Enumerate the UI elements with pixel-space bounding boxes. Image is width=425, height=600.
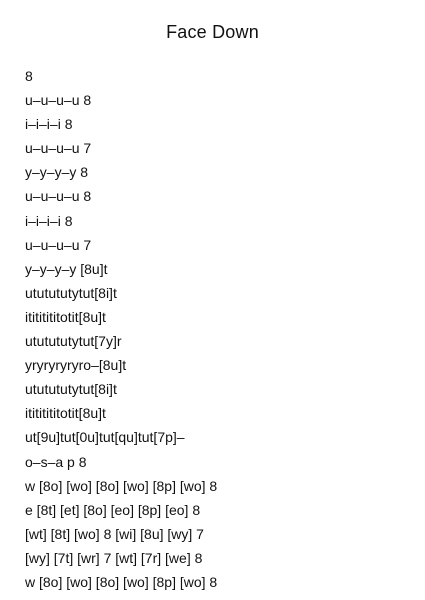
- notation-line: u–u–u–u 7: [25, 236, 92, 253]
- notation-line: o–s–a p 8: [25, 453, 87, 470]
- notation-line: [wy] [7t] [wr] 7 [wt] [7r] [we] 8: [25, 549, 203, 566]
- notation-lines: [25, 64, 415, 594]
- notation-line: ututututytut[7y]r: [25, 333, 122, 350]
- notation-line: w [8o] [wo] [8o] [wo] [8p] [wo] 8: [25, 477, 218, 494]
- notation-line: ut[9u]tut[0u]tut[qu]tut[7p]–: [25, 429, 185, 446]
- notation-line: itititititotit[8u]t: [25, 405, 106, 422]
- notation-line: [wt] [8t] [wo] 8 [wi] [8u] [wy] 7: [25, 525, 204, 542]
- notation-line: yryryryryro–[8u]t: [25, 357, 127, 374]
- notation-line: i–i–i–i 8: [25, 212, 73, 229]
- notation-line: itititititotit[8u]t: [25, 308, 106, 325]
- page-title: Face Down: [166, 22, 259, 42]
- notation-line: 8: [25, 68, 33, 84]
- notation-line: u–u–u–u 8: [25, 188, 92, 205]
- notation-line: e [8t] [et] [8o] [eo] [8p] [eo] 8: [25, 501, 201, 518]
- notation-line: ututututytut[8i]t: [25, 381, 117, 398]
- notation-line: y–y–y–y 8: [25, 164, 89, 181]
- notation-line: w [8o] [wo] [8o] [wo] [8p] [wo] 8: [25, 573, 218, 590]
- notation-line: y–y–y–y [8u]t: [25, 260, 108, 277]
- notation-line: ututututytut[8i]t: [25, 284, 117, 301]
- notation-line: i–i–i–i 8: [25, 116, 73, 133]
- notation-line: u–u–u–u 8: [25, 92, 92, 109]
- notation-line: u–u–u–u 7: [25, 140, 92, 157]
